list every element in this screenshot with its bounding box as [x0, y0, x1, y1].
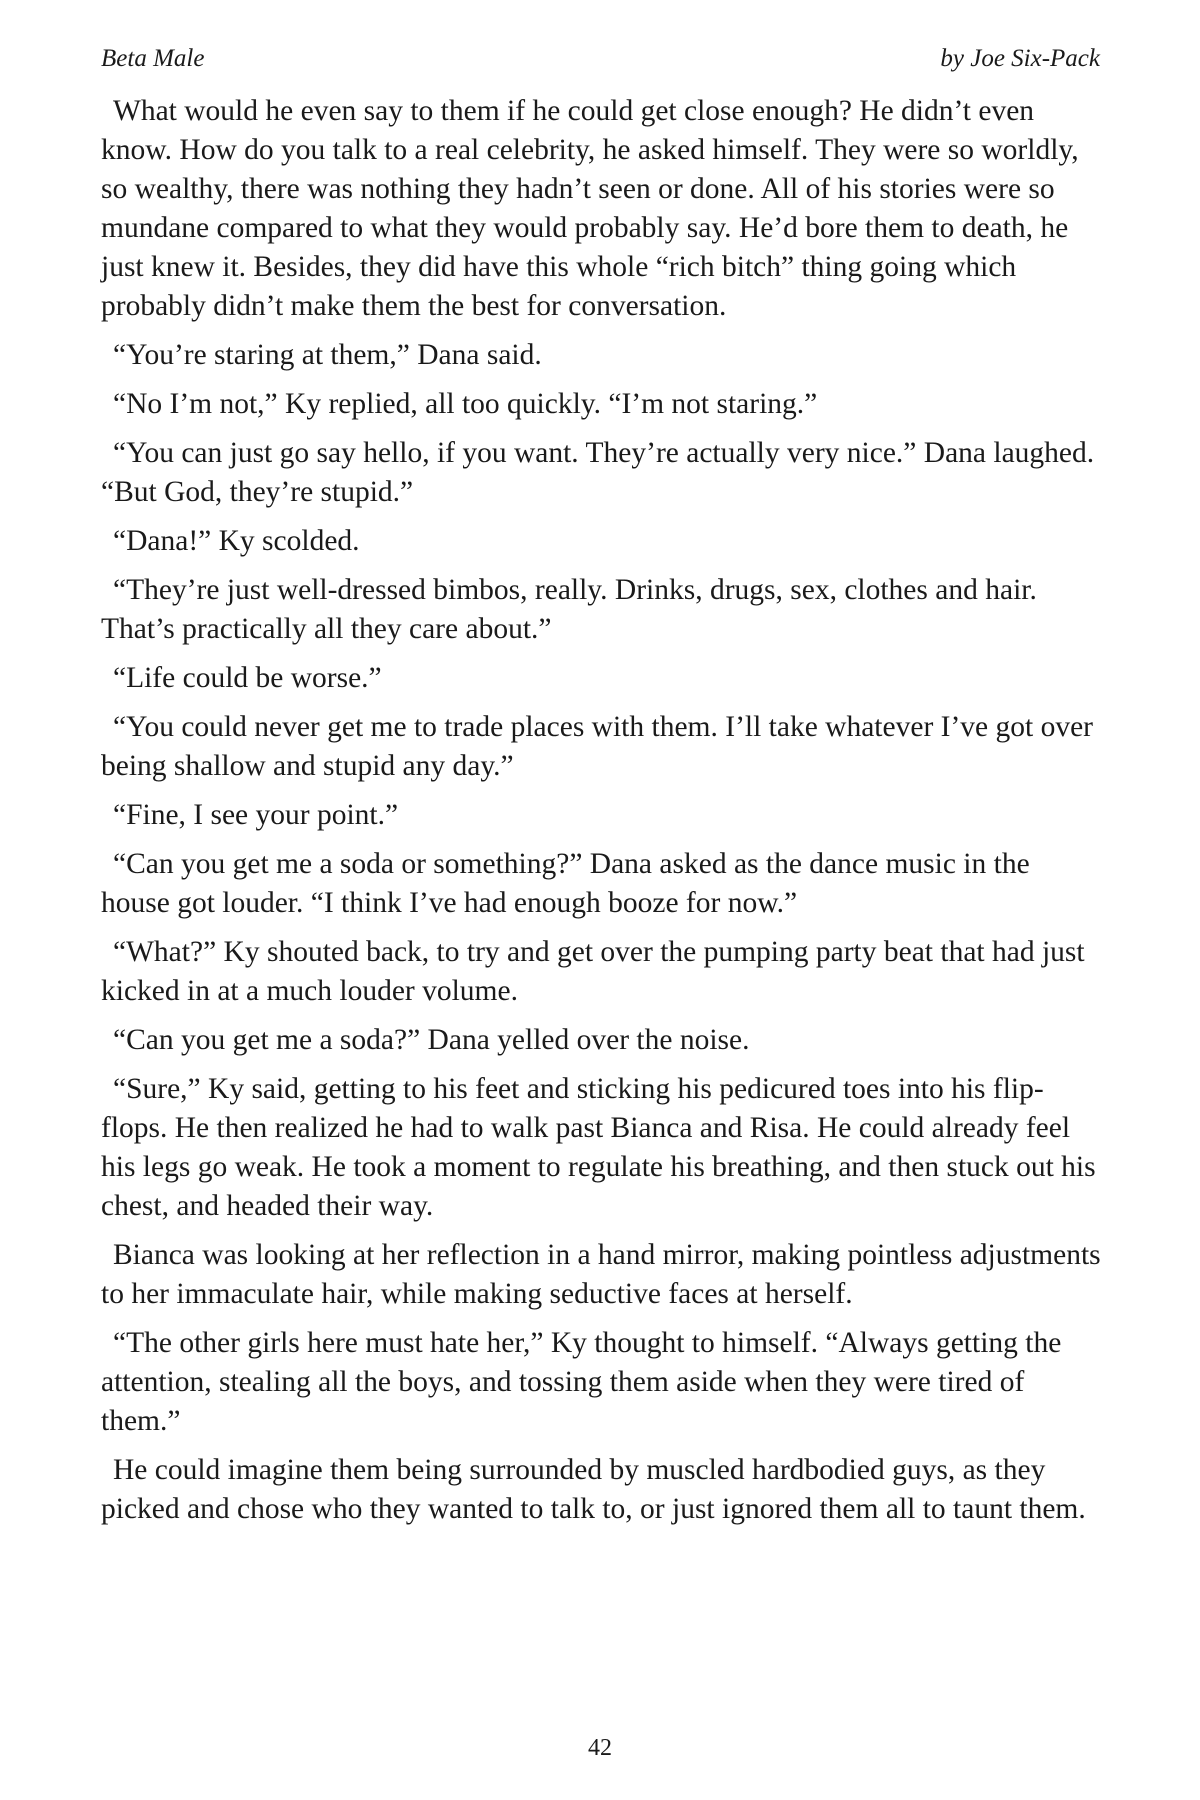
- book-title: Beta Male: [101, 45, 205, 72]
- paragraph: “Life could be worse.”: [113, 662, 382, 694]
- paragraph: “Fine, I see your point.”: [113, 799, 399, 831]
- paragraph: “They’re just well-dressed bimbos, really. Drinks, drugs, sex, clothes and hair. That’s practically all they care about.”: [101, 574, 1037, 645]
- body-text: [101, 92, 1101, 1539]
- page-number: 42: [588, 1735, 612, 1761]
- paragraph: “You could never get me to trade places with them. I’ll take whatever I’ve got over being shallow and stupid any day.”: [101, 711, 1093, 782]
- paragraph: “Dana!” Ky scolded.: [113, 525, 360, 557]
- author-name: by Joe Six-Pack: [940, 45, 1100, 72]
- paragraph: “No I’m not,” Ky replied, all too quickly. “I’m not staring.”: [113, 388, 818, 420]
- paragraph: “You can just go say hello, if you want. They’re actually very nice.” Dana laughed. “But God, they’re stupid.”: [101, 437, 1095, 508]
- paragraph: “What?” Ky shouted back, to try and get over the pumping party beat that had just kicked in at a much louder volume.: [101, 936, 1085, 1007]
- paragraph: “You’re staring at them,” Dana said.: [113, 339, 542, 371]
- paragraph: He could imagine them being surrounded by muscled hardbodied guys, as they picked and chose who they wanted to talk to, or just ignored them all to taunt them.: [101, 1454, 1086, 1525]
- paragraph: What would he even say to them if he could get close enough? He didn’t even know. How do you talk to a real celebrity, he asked himself. They were so worldly, so wealthy, there was nothing they hadn’t seen or done. All of his stories were so mundane compared to what they would probably say. He’d bore them to death, he just knew it. Besides, they did have this whole “rich bitch” thing going which probably didn’t make them the best for conversation.: [101, 95, 1079, 322]
- paragraph: “Sure,” Ky said, getting to his feet and sticking his pedicured toes into his flip-flops. He then realized he had to walk past Bianca and Risa. He could already feel his legs go weak. He took a moment to regulate his breathing, and then stuck out his chest, and headed their way.: [101, 1073, 1096, 1222]
- paragraph: “Can you get me a soda?” Dana yelled over the noise.: [113, 1024, 750, 1056]
- paragraph: “The other girls here must hate her,” Ky thought to himself. “Always getting the attention, stealing all the boys, and tossing them aside when they were tired of them.”: [101, 1327, 1062, 1437]
- paragraph: “Can you get me a soda or something?” Dana asked as the dance music in the house got louder. “I think I’ve had enough booze for now.”: [101, 848, 1030, 919]
- paragraph: Bianca was looking at her reflection in a hand mirror, making pointless adjustments to her immaculate hair, while making seductive faces at herself.: [101, 1239, 1101, 1310]
- running-header: [101, 44, 1100, 74]
